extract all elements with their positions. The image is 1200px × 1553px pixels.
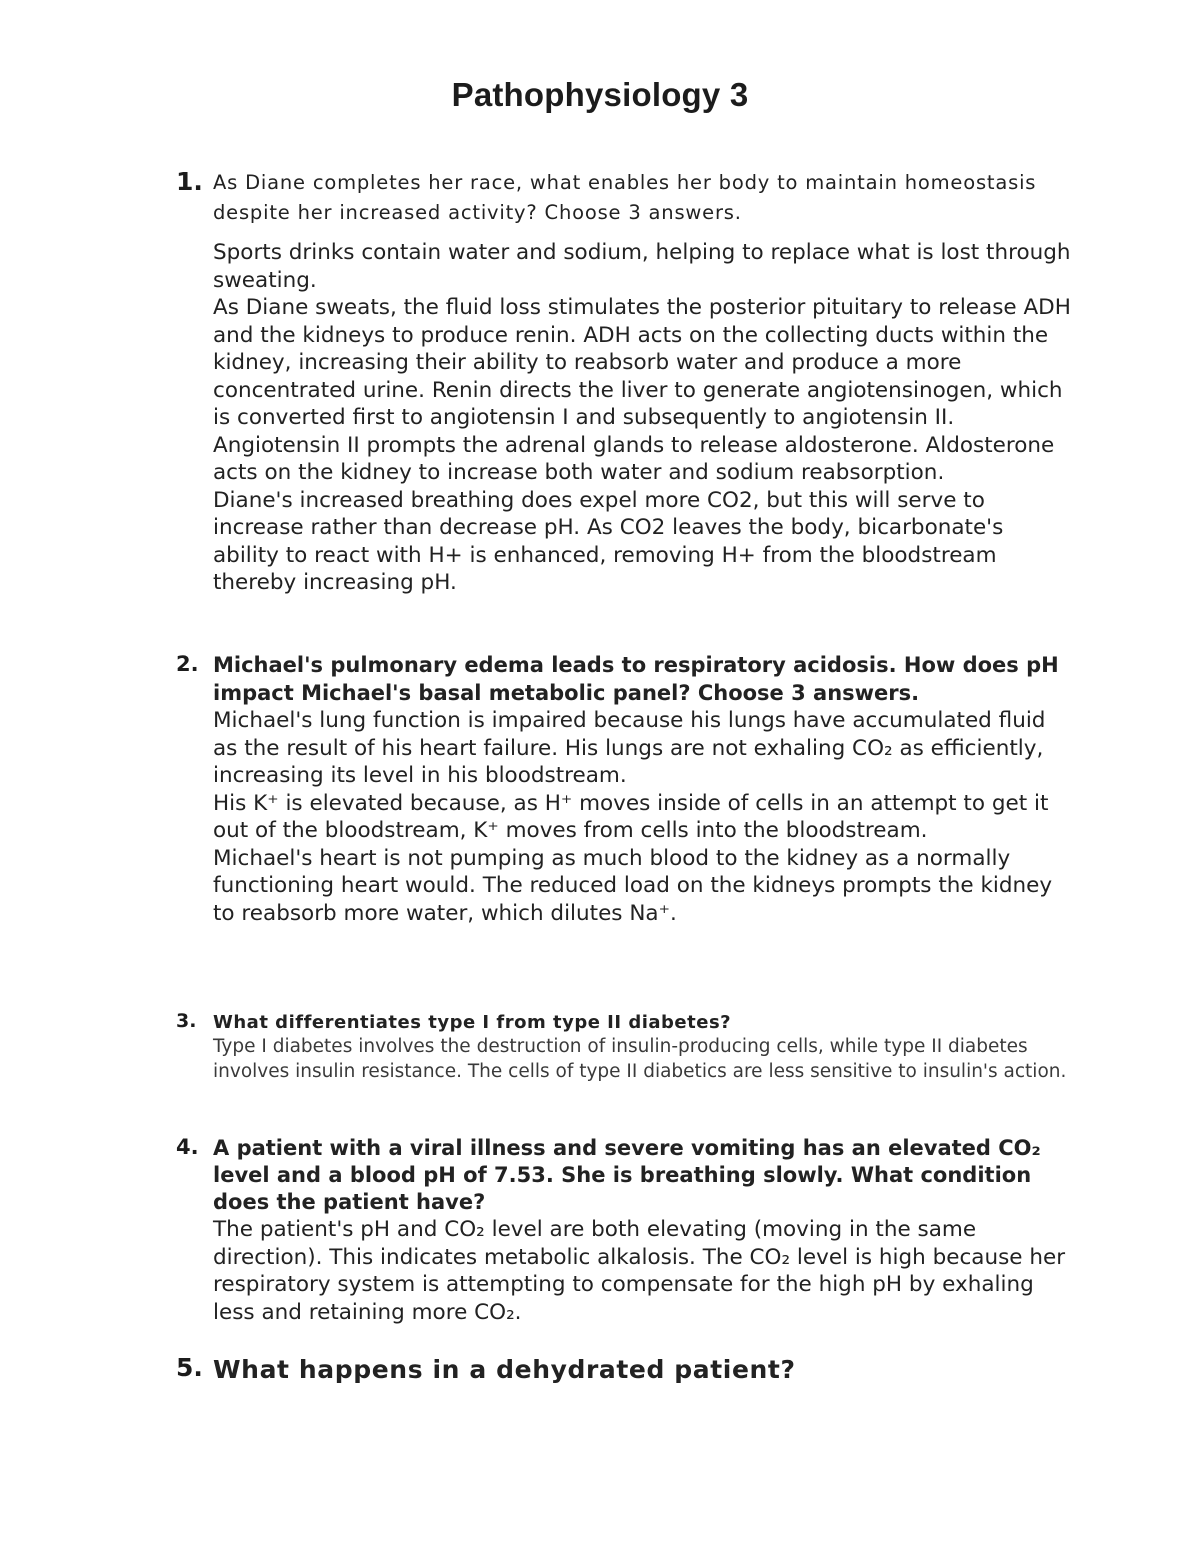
question-text: As Diane completes her race, what enables her body to maintain homeostasis despite her increased activity? Choose 3 answers. (213, 171, 1037, 224)
answer-paragraph: Type I diabetes involves the destruction of insulin-producing cells, while type II diabetes involves insulin resistance. The cells of type II diabetics are less sensitive to insulin's action. (213, 1036, 1067, 1082)
question-text: Michael's pulmonary edema leads to respiratory acidosis. How does pH impact Michael's basal metabolic panel? Choose 3 answers. (213, 653, 1059, 705)
answer-paragraph: As Diane sweats, the fluid loss stimulates the posterior pituitary to release ADH and the kidneys to produce renin. ADH acts on the collecting ducts within the kidney, increasing their ability to reabsorb water and produce a more concentrated urine. Renin directs the liver to generate angiotensinogen, which is converted first to angiotensin I and subsequently to angiotensin II. Angiotensin II prompts the adrenal glands to release aldosterone. Aldosterone acts on the kidney to increase both water and sodium reabsorption. (213, 295, 1071, 485)
answer-paragraph: His K⁺ is elevated because, as H⁺ moves inside of cells in an attempt to get it out of the bloodstream, K⁺ moves from cells into the bloodstream. (213, 790, 1049, 843)
question-number: 1. (176, 167, 203, 196)
question-text: A patient with a viral illness and severe vomiting has an elevated CO₂ level and a blood pH of 7.53. She is breathing slowly. What condition does the patient have? (213, 1136, 1041, 1214)
answer-block (213, 707, 1073, 927)
question-text: What differentiates type I from type II diabetes? (213, 1012, 732, 1033)
answer-paragraph: Michael's heart is not pumping as much blood to the kidney as a normally functioning heart would. The reduced load on the kidneys prompts the kidney to reabsorb more water, which dilutes Na⁺. (213, 845, 1053, 926)
answer-paragraph: Michael's lung function is impaired because his lungs have accumulated fluid as the result of his heart failure. His lungs are not exhaling CO₂ as efficiently, increasing its level in his bloodstream. (213, 708, 1046, 788)
question-text: What happens in a dehydrated patient? (213, 1355, 796, 1384)
question-number: 5. (176, 1353, 203, 1382)
question-number: 2. (176, 652, 199, 676)
question-number: 4. (176, 1135, 199, 1159)
question-content (213, 1135, 1073, 1326)
question-content (213, 168, 1073, 597)
answer-paragraph: Sports drinks contain water and sodium, helping to replace what is lost through sweating. (213, 240, 1071, 293)
page-title: Pathophysiology 3 (451, 76, 749, 113)
question-content (213, 1353, 1073, 1387)
answer-block (213, 1035, 1073, 1084)
question-content (213, 652, 1073, 927)
question-number: 3. (176, 1010, 197, 1032)
question-content (213, 1010, 1073, 1084)
answer-block (213, 1216, 1073, 1326)
answer-paragraph: The patient's pH and CO₂ level are both elevating (moving in the same direction). This indicates metabolic alkalosis. The CO₂ level is high because her respiratory system is attempting to compensate for the high pH by exhaling less and retaining more CO₂. (213, 1217, 1066, 1325)
answer-paragraph: Diane's increased breathing does expel more CO2, but this will serve to increase rather than decrease pH. As CO2 leaves the body, bicarbonate's ability to react with H+ is enhanced, removing H+ from the bloodstream thereby increasing pH. (213, 487, 1004, 595)
answer-block (213, 239, 1073, 597)
